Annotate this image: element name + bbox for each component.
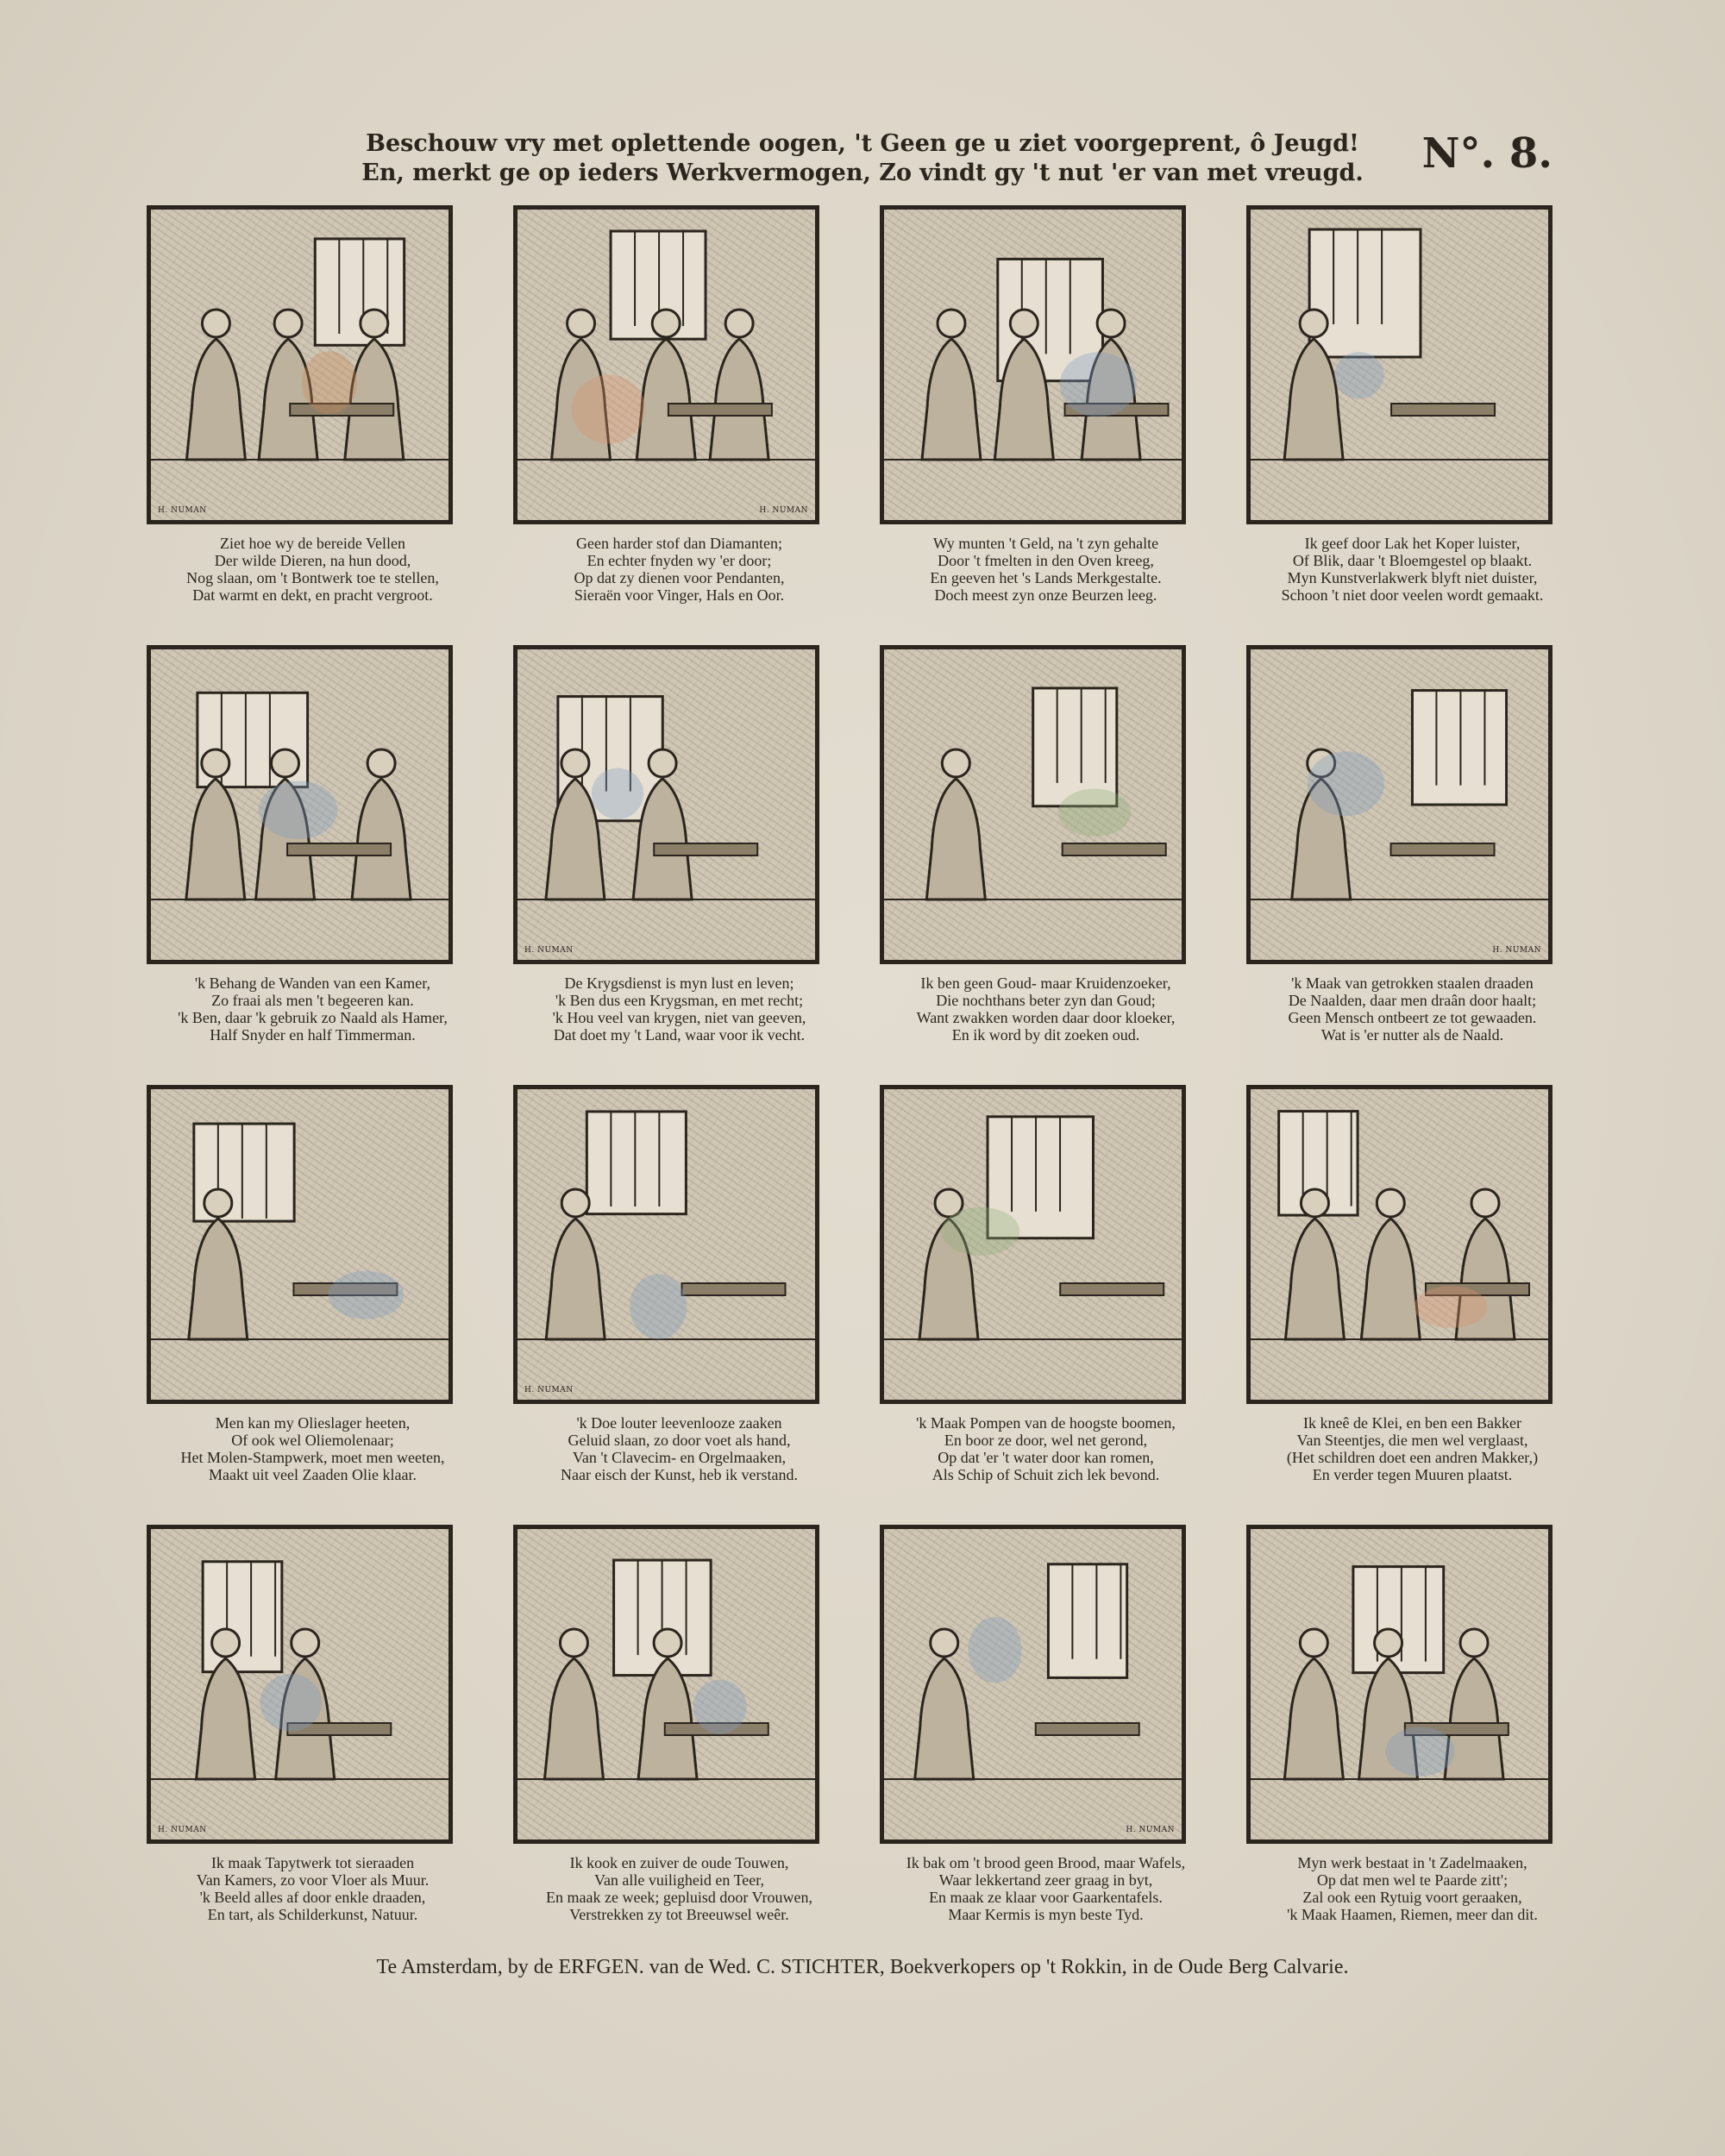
plate-number: N°. 8. bbox=[1421, 129, 1552, 178]
engraver-signature: H. NUMAN bbox=[158, 1826, 207, 1834]
watercolor-tint bbox=[259, 781, 337, 839]
verse-line: Doch meest zyn onze Beurzen leeg. bbox=[934, 586, 1157, 604]
verse-line: Naar eisch der Kunst, heb ik verstand. bbox=[561, 1466, 798, 1483]
figure-head bbox=[367, 749, 395, 777]
verse-caption bbox=[1229, 535, 1596, 604]
engraving-scene bbox=[518, 1089, 815, 1400]
engraving-scene bbox=[518, 649, 815, 960]
figure-head bbox=[568, 310, 595, 337]
window-shape bbox=[1048, 1564, 1126, 1678]
engraver-signature: H. NUMAN bbox=[524, 946, 574, 955]
figure-head bbox=[561, 1189, 589, 1217]
print-panel bbox=[129, 645, 496, 1085]
figure-head bbox=[1377, 1189, 1404, 1217]
engraver-signature: H. NUMAN bbox=[1126, 1826, 1175, 1834]
verse-line: 'k Beeld alles af door enkle draaden, bbox=[199, 1889, 426, 1906]
window-shape bbox=[586, 1112, 686, 1214]
woodcut-illustration bbox=[1246, 205, 1552, 524]
verse-line: En maak ze week; gepluisd door Vrouwen, bbox=[546, 1889, 812, 1906]
engraver-signature: H. NUMAN bbox=[759, 506, 808, 515]
verse-line: En tart, als Schilderkunst, Natuur. bbox=[207, 1906, 418, 1923]
figure-head bbox=[1097, 310, 1125, 337]
watercolor-tint bbox=[1385, 1727, 1454, 1777]
verse-line: Op dat men wel te Paarde zitt'; bbox=[1316, 1871, 1509, 1889]
watercolor-tint bbox=[941, 1207, 1019, 1256]
figure-head bbox=[931, 1629, 958, 1657]
verse-line: Geluid slaan, zo door voet als hand, bbox=[568, 1432, 791, 1449]
verse-line: Geen harder stof dan Diamanten; bbox=[576, 535, 782, 552]
verse-line: 'k Maak Pompen van de hoogste boomen, bbox=[916, 1414, 1176, 1432]
verse-line: Dat doet my 't Land, waar voor ik vecht. bbox=[553, 1026, 806, 1044]
figure-body bbox=[186, 779, 245, 899]
verse-caption bbox=[862, 975, 1229, 1044]
verse-line: Zo fraai als men 't begeeren kan. bbox=[211, 992, 414, 1009]
verse-line: Van alle vuiligheid en Teer, bbox=[593, 1871, 765, 1889]
figure-body bbox=[1285, 1219, 1344, 1339]
engraving-scene bbox=[1251, 1529, 1548, 1839]
engraving-scene bbox=[1251, 649, 1548, 960]
header-line-1: Beschouw vry met oplettende oogen, 't Geen ge u ziet voorgeprent, ô Jeugd! bbox=[366, 130, 1359, 157]
figure-body bbox=[186, 339, 245, 460]
woodcut-illustration bbox=[513, 1525, 819, 1844]
verse-line: Van Steentjes, die men wel verglaast, bbox=[1296, 1432, 1528, 1449]
verse-line: De Krygsdienst is myn lust en leven; bbox=[564, 975, 794, 992]
workbench bbox=[1060, 1283, 1164, 1295]
workbench bbox=[1036, 1723, 1139, 1735]
watercolor-tint bbox=[572, 375, 645, 444]
verse-caption bbox=[862, 535, 1229, 604]
verse-line: Ik bak om 't brood geen Brood, maar Wafels, bbox=[906, 1854, 1186, 1871]
print-panel bbox=[1229, 645, 1596, 1085]
verse-line: Want zwakken worden daar door kloeker, bbox=[916, 1009, 1176, 1026]
verse-line: 'k Hou veel van krygen, niet van geeven, bbox=[552, 1009, 806, 1026]
window-shape bbox=[1412, 691, 1506, 805]
window-shape bbox=[1353, 1567, 1444, 1673]
verse-line: Men kan my Olieslager heeten, bbox=[215, 1414, 411, 1432]
verse-line: Wat is 'er nutter als de Naald. bbox=[1320, 1026, 1504, 1044]
figure-body bbox=[915, 1658, 974, 1779]
figure-body bbox=[197, 1658, 255, 1779]
figure-head bbox=[560, 1629, 587, 1657]
verse-line: Zal ook een Rytuig voort geraaken, bbox=[1302, 1889, 1522, 1906]
verse-line: En verder tegen Muuren plaatst. bbox=[1312, 1466, 1513, 1483]
figure-body bbox=[546, 1219, 605, 1339]
verse-caption bbox=[496, 1414, 862, 1483]
figure-head bbox=[1010, 310, 1038, 337]
figure-head bbox=[649, 749, 676, 777]
watercolor-tint bbox=[1058, 789, 1131, 837]
watercolor-tint bbox=[592, 768, 643, 819]
watercolor-tint bbox=[1308, 751, 1384, 816]
figure-head bbox=[361, 310, 388, 337]
figure-head bbox=[292, 1629, 319, 1657]
figure-body bbox=[1445, 1658, 1503, 1779]
verse-line: Ik geef door Lak het Koper luister, bbox=[1304, 535, 1521, 552]
figure-head bbox=[942, 749, 969, 777]
figure-head bbox=[725, 310, 753, 337]
publisher-imprint: Te Amsterdam, by de ERFGEN. van de Wed. C. STICHTER, Boekverkopers op 't Rokkin, in de Oude Berg Calvarie. bbox=[376, 1956, 1349, 1978]
verse-caption bbox=[862, 1854, 1229, 1923]
woodcut-illustration bbox=[147, 645, 453, 964]
verse-caption bbox=[862, 1414, 1229, 1483]
figure-head bbox=[1301, 1189, 1328, 1217]
figure-head bbox=[561, 749, 589, 777]
verse-line: Ik kneê de Klei, en ben een Bakker bbox=[1303, 1414, 1521, 1432]
woodcut-illustration bbox=[880, 1525, 1186, 1844]
verse-line: Wy munten 't Geld, na 't zyn gehalte bbox=[932, 535, 1159, 552]
watercolor-tint bbox=[1334, 352, 1383, 398]
engraver-signature: H. NUMAN bbox=[1492, 946, 1541, 955]
engraving-scene bbox=[884, 1529, 1182, 1839]
workbench bbox=[1391, 404, 1495, 416]
figure-head bbox=[202, 310, 229, 337]
verse-line: En echter fnyden wy 'er door; bbox=[586, 552, 772, 569]
verse-line: De Naalden, daar men draân door haalt; bbox=[1288, 992, 1537, 1009]
verse-caption bbox=[496, 1854, 862, 1923]
print-panel bbox=[496, 645, 862, 1085]
engraver-signature: H. NUMAN bbox=[158, 506, 207, 515]
print-panel bbox=[862, 205, 1229, 645]
workbench bbox=[654, 843, 757, 856]
verse-line: Ik maak Tapytwerk tot sieraaden bbox=[210, 1854, 415, 1871]
figure-head bbox=[204, 1189, 232, 1217]
print-panel bbox=[496, 1525, 862, 1965]
watercolor-tint bbox=[1060, 352, 1137, 417]
workbench bbox=[287, 843, 391, 856]
verse-line: Van 't Clavecim- en Orgelmaaken, bbox=[572, 1449, 787, 1466]
figure-body bbox=[1361, 1219, 1420, 1339]
verse-line: (Het schildren doet een andren Makker,) bbox=[1286, 1449, 1539, 1466]
engraving-scene bbox=[518, 210, 815, 520]
engraving-scene bbox=[151, 649, 448, 960]
verse-line: En boor ze door, wel net gerond, bbox=[944, 1432, 1148, 1449]
window-shape bbox=[203, 1562, 282, 1672]
window-shape bbox=[1033, 688, 1117, 806]
verse-line: En geeven het 's Lands Merkgestalte. bbox=[930, 569, 1162, 586]
woodcut-illustration bbox=[513, 205, 819, 524]
print-grid bbox=[129, 205, 1596, 1965]
engraving-scene bbox=[151, 1089, 448, 1400]
verse-caption bbox=[129, 535, 496, 604]
verse-line: Sieraën voor Vinger, Hals en Oor. bbox=[574, 586, 785, 604]
print-panel bbox=[1229, 205, 1596, 645]
print-panel bbox=[862, 1085, 1229, 1525]
print-panel bbox=[129, 1085, 496, 1525]
figure-body bbox=[1284, 1658, 1343, 1779]
verse-caption bbox=[496, 975, 862, 1044]
print-panel bbox=[129, 1525, 496, 1965]
figure-body bbox=[189, 1219, 248, 1339]
woodcut-illustration bbox=[1246, 1085, 1552, 1404]
workbench bbox=[681, 1283, 785, 1295]
woodcut-illustration bbox=[1246, 645, 1552, 964]
woodcut-illustration bbox=[880, 645, 1186, 964]
figure-head bbox=[212, 1629, 240, 1657]
verse-line: Der wilde Dieren, na hun dood, bbox=[214, 552, 411, 569]
watercolor-tint bbox=[260, 1674, 322, 1732]
verse-caption bbox=[1229, 1414, 1596, 1483]
verse-line: Als Schip of Schuit zich lek bevond. bbox=[932, 1466, 1160, 1483]
figure-head bbox=[938, 310, 965, 337]
engraving-scene bbox=[1251, 1089, 1548, 1400]
engraving-scene bbox=[1251, 210, 1548, 520]
print-panel bbox=[862, 645, 1229, 1085]
figure-body bbox=[710, 339, 768, 460]
print-panel bbox=[1229, 1525, 1596, 1965]
verse-line: En maak ze klaar voor Gaarkentafels. bbox=[929, 1889, 1163, 1906]
verse-caption bbox=[129, 975, 496, 1044]
figure-body bbox=[345, 339, 404, 460]
watercolor-tint bbox=[630, 1274, 687, 1339]
verse-line: Ik ben geen Goud- maar Kruidenzoeker, bbox=[920, 975, 1171, 992]
verse-line: Waar lekkertand zeer graag in byt, bbox=[938, 1871, 1153, 1889]
workbench bbox=[668, 404, 772, 416]
verse-caption bbox=[1229, 975, 1596, 1044]
figure-body bbox=[926, 779, 985, 899]
verse-line: 'k Maak Haamen, Riemen, meer dan dit. bbox=[1287, 1906, 1538, 1923]
verse-line: En ik word by dit zoeken oud. bbox=[951, 1026, 1140, 1044]
verse-line: 'k Doe louter leevenlooze zaaken bbox=[576, 1414, 782, 1432]
figure-head bbox=[1300, 310, 1327, 337]
woodcut-illustration bbox=[880, 205, 1186, 524]
verse-line: Ik kook en zuiver de oude Touwen, bbox=[569, 1854, 789, 1871]
print-panel bbox=[496, 1085, 862, 1525]
verse-line: Geen Mensch ontbeert ze tot gewaaden. bbox=[1288, 1009, 1537, 1026]
workbench bbox=[1391, 843, 1495, 856]
verse-line: Het Molen-Stampwerk, moet men weeten, bbox=[180, 1449, 445, 1466]
figure-body bbox=[544, 1658, 603, 1779]
print-panel bbox=[496, 205, 862, 645]
figure-head bbox=[1460, 1629, 1488, 1657]
verse-caption bbox=[1229, 1854, 1596, 1923]
watercolor-tint bbox=[693, 1680, 747, 1734]
verse-line: 'k Ben dus een Krygsman, en met recht; bbox=[555, 992, 804, 1009]
woodcut-illustration bbox=[1246, 1525, 1552, 1844]
verse-line: Myn Kunstverlakwerk blyft niet duister, bbox=[1287, 569, 1538, 586]
verse-line: Half Snyder en half Timmerman. bbox=[210, 1026, 416, 1044]
print-panel bbox=[129, 205, 496, 645]
verse-caption bbox=[129, 1854, 496, 1923]
verse-line: Dat warmt en dekt, en pracht vergroot. bbox=[192, 586, 433, 604]
engraving-scene bbox=[151, 1529, 448, 1839]
verse-line: Op dat zy dienen voor Pendanten, bbox=[574, 569, 785, 586]
verse-line: 'k Maak van getrokken staalen draaden bbox=[1291, 975, 1534, 992]
engraver-signature: H. NUMAN bbox=[524, 1386, 574, 1395]
watercolor-tint bbox=[969, 1617, 1022, 1683]
watercolor-tint bbox=[302, 351, 357, 414]
figure-head bbox=[202, 749, 229, 777]
figure-body bbox=[637, 339, 695, 460]
print-panel bbox=[862, 1525, 1229, 1965]
figure-head bbox=[1375, 1629, 1402, 1657]
print-panel bbox=[1229, 1085, 1596, 1525]
verse-line: Ziet hoe wy de bereide Vellen bbox=[219, 535, 406, 552]
figure-head bbox=[1471, 1189, 1499, 1217]
watercolor-tint bbox=[1414, 1286, 1487, 1328]
verse-line: Op dat 'er 't water door kan romen, bbox=[938, 1449, 1154, 1466]
figure-head bbox=[274, 310, 302, 337]
woodcut-illustration bbox=[513, 1085, 819, 1404]
figure-body bbox=[922, 339, 981, 460]
window-shape bbox=[1309, 229, 1421, 357]
verse-line: Of ook wel Oliemolenaar; bbox=[231, 1432, 394, 1449]
engraving-scene bbox=[884, 1089, 1182, 1400]
verse-line: 'k Ben, daar 'k gebruik zo Naald als Hamer, bbox=[178, 1009, 448, 1026]
figure-head bbox=[652, 310, 680, 337]
verse-line: Verstrekken zy tot Breeuwsel weêr. bbox=[569, 1906, 789, 1923]
verse-caption bbox=[496, 535, 862, 604]
verse-line: Van Kamers, zo voor Vloer als Muur. bbox=[196, 1871, 430, 1889]
verse-line: Door 't fmelten in den Oven kreeg, bbox=[938, 552, 1154, 569]
workbench bbox=[1063, 843, 1166, 856]
woodcut-illustration bbox=[147, 205, 453, 524]
engraving-scene bbox=[518, 1529, 815, 1839]
verse-line: Myn werk bestaat in 't Zadelmaaken, bbox=[1297, 1854, 1527, 1871]
verse-line: Maar Kermis is myn beste Tyd. bbox=[948, 1906, 1144, 1923]
woodcut-illustration bbox=[880, 1085, 1186, 1404]
watercolor-tint bbox=[329, 1271, 404, 1319]
figure-body bbox=[352, 779, 411, 899]
woodcut-illustration bbox=[147, 1525, 453, 1844]
figure-head bbox=[654, 1629, 681, 1657]
verse-line: 'k Behang de Wanden van een Kamer, bbox=[194, 975, 431, 992]
woodcut-illustration bbox=[513, 645, 819, 964]
engraving-scene bbox=[884, 649, 1182, 960]
window-shape bbox=[315, 239, 404, 345]
verse-line: Nog slaan, om 't Bontwerk toe te stellen, bbox=[186, 569, 439, 586]
verse-caption bbox=[129, 1414, 496, 1483]
woodcut-illustration bbox=[147, 1085, 453, 1404]
verse-line: Of Blik, daar 't Bloemgestel op blaakt. bbox=[1292, 552, 1533, 569]
verse-line: Maakt uit veel Zaaden Olie klaar. bbox=[209, 1466, 417, 1483]
figure-head bbox=[272, 749, 299, 777]
figure-head bbox=[1300, 1629, 1327, 1657]
verse-line: Schoon 't niet door veelen wordt gemaakt. bbox=[1281, 586, 1544, 604]
verse-line: Die nochthans beter zyn dan Goud; bbox=[936, 992, 1156, 1009]
header-line-2: En, merkt ge op ieders Werkvermogen, Zo vindt gy 't nut 'er van met vreugd. bbox=[361, 160, 1364, 186]
engraving-scene bbox=[884, 210, 1182, 520]
engraving-scene bbox=[151, 210, 448, 520]
